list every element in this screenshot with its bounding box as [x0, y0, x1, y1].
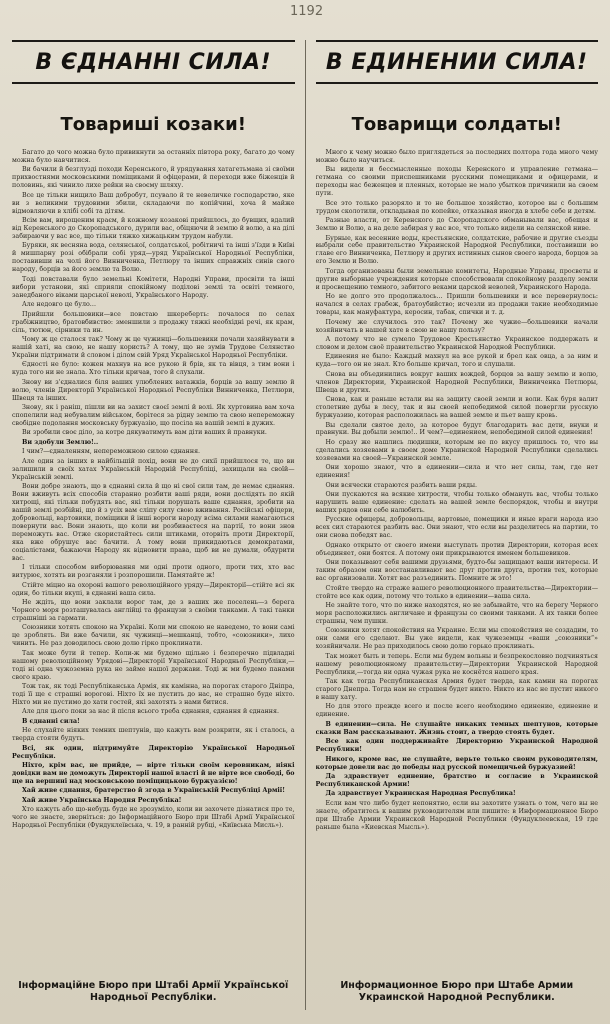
ukrainian-signature: Інформаційне Бюро при Штабі Армії Української Народньої Республіки. [18, 980, 289, 1003]
paragraph: Знову, як і раніш, пішли ви на захист своєї землі й волі. Як хуртовина вам хоча спопелили над небувалим військом, борітеся за рідну землю та свою непереможну свобідне подолання московську буржуазію, що посіла на вашій землі в дужих. [12, 404, 295, 427]
ukrainian-column [12, 40, 295, 1010]
paragraph: Вы сделали святое дело, за которое будут благодарить вас дети, внуки и правнуки. Вы добыли землю!.. И чем?—единением, непобедимой силой единения! [315, 421, 598, 437]
paragraph: Все как один поддерживайте Директорию Украинской Народной Республики! [315, 738, 598, 754]
paragraph: Союзники хотять спокою на Україні. Коли ми спокою не наведемо, то вони самі це зроблять. Ви вже бачили, як чужинці—мешканці, тобто, «союзники», лихо чинить. Не раз доводилось свою долю гірко проклинати. [12, 624, 295, 648]
paragraph: Єдності не було: кожен махнув на все рукою й брів, як та вівця, з тим вони і куда того ни не знала. Хто тільки кричав, того й слухали. [12, 361, 295, 377]
paragraph: Вони добре знають, що в єднанні сила й що ні свої сили там, де немає єднання. Вони вживуть всіх способів старанно розбити ваші ряди, вони дослідять по якій хитрощі, які тільки побудять вас, які тільки порушать ваше єднання, зробити на вашій землі розбійні, що й з усіх вам сліпу силу свою вживання. Російські офіцери, добровольці, вартовики, поміщики й інші вороги народу всіма силами намагаються повернути вас. Вони знають, що коли ви розбиваєтеся на партії, то вони знов переможуть вас. Отже скористайтесь сили штиками, оторвіть проти Директорії, яка вже обрушує вас бачити. А тому вони прикидаються демократами, соціалістами, бажаючи Народу як відновити права, щоб ви не думали, обдурити вас. [12, 483, 295, 562]
two-columns [12, 40, 598, 1010]
paragraph: Да здравствует Украинская Народная Республика! [325, 790, 516, 798]
paragraph: Единения не было: Каждый махнул на все рукой и брел как овца, а за ним и куда—того он не знал. Кто больше кричал, того и слушали. [315, 353, 598, 369]
paragraph: Так может быть и теперь. Если мы будем вольны и безпрекословно подчиняться нашему революционному правительству—Директории Украинской Народной Республики,—тогда ни одна чужая рука не коснётся нашего края. [315, 652, 598, 676]
column-divider [305, 40, 306, 1010]
paragraph: Стойте твердо на страже вашего революционного правительства—Директории—стойте все как один, потому что только в единении—ваша сила. [315, 584, 598, 600]
paragraph: Всі, як один, підтримуйте Директорію Української Народньої Республіки. [12, 744, 295, 760]
paragraph: Але недовго це було… [22, 301, 97, 309]
paragraph: А потому что не сумело Трудовое Крестьянство Украинское поддержать и словом и делом своё правительство Украинской Народной Республики. [315, 335, 598, 351]
paragraph: Но для этого прежде всего и после всего необходимо единение, единение и единение. [315, 703, 598, 719]
paragraph: Так може бути й тепер. Коли-ж ми будемо щільно і безперечно підвладні нашому революційному Урядові—Директорії Української Народньої Республіки,—тоді ні одна чужоземна рука не займе нашої держави. Тоді ж ми будемо панами свого краю. [12, 649, 295, 681]
paragraph: Вы видели и бессмысленные походы Керенского и управление гетмана—гетмана со своими приспешниками русскими помещиками и офицерами, и переходы нас беженцев и пленных, которые не мало убытков причинили на своем пути. [315, 166, 598, 198]
russian-body [316, 149, 599, 972]
archive-number: 1192 [290, 4, 324, 19]
paragraph: Хай живе єднання, братерство й згода в Українській Республіці Армії! [22, 787, 285, 795]
paragraph: Снова, как и раньше встали вы на защиту своей земли и воли. Как буря валит столетние дубы в лесу, так и вы своей непобедимой силой повергли русскую буржуазию, которая расположилась на вашей земле и пьет вашу кровь. [315, 396, 598, 420]
paragraph: Никого, кроме вас, не слушайте, верьте только своим руководителям, которые довели вас до победы над русской помещичьей буржуазией! [315, 755, 598, 771]
paragraph: Русские офицеры, добровольцы, вартовые, помещики и иные враги народа изо всех сил стараются разбить вас. Они знают, что если вы разделитесь на партии, то они снова победят вас. [315, 516, 598, 540]
russian-signature: Информационное Бюро при Штабе Армии Украинской Народной Республики. [340, 980, 574, 1003]
paragraph: Они пускаются на всякие хитрости, чтобы только обмануть вас, чтобы только нарушить ваше единение: сделать на вашей земле беспорядок, чтобы и внутри ваших рядов они себе налюбить. [315, 491, 598, 515]
paragraph: Тоді повставали було земельні Комітети, Народні Управи, просвіти та інші вибори установи, які сприяли спокійному поділові землі та освіті темного, занедбаного віками царської неволі, Українського Народу. [12, 275, 295, 299]
ukrainian-banner: В ЄДНАННІ СИЛА! [12, 40, 295, 84]
paragraph: Однако открыто от своего имени выступать против Директории, которая всех объединяет, они боятся. А потому они прикрываются именем большевиков. [315, 541, 598, 557]
paragraph: Все це тільки нищило Ваш добробут, псувало й те невеличке господарство, яке ви з великими трудовими збили, складаючи по копійчині, хоча й майже відмовляючи в хлібі собі та дітям. [12, 191, 295, 215]
paragraph: Почему же случилось это так? Почему же чужие—большевики начали хозяйничать в нашей хате в свою не нашу пользу? [315, 318, 598, 334]
paragraph: Знову ви з'єдналися біля ваших улюблених ватажків, борців за вашу землю й волю, членів Директорії Української Народньої Республіки Винниченка, Петлюри, Швеця та інших. [12, 378, 295, 402]
paragraph: Союзники хотят спокойствия на Украине. Если мы спокойствия не создадим, то они сами его сделают. Вы уже видели, как чужеземцы «ваши „союзники“» хозяйничали. Не раз приходилось свою долю горько проклинать. [315, 627, 598, 651]
paragraph: Бурные, как весенние воды, крестьянские, солдатские, рабочие и другие съезды выбрали себе правительство Украинской Народной Республики, поставивши во главе его Винниченка, Петлюру и других истинных сынов своего народа, борцов за его Землю и Волю. [315, 234, 598, 266]
russian-banner: В ЕДИНЕНИИ СИЛА! [316, 40, 599, 84]
paragraph: Стійте міцно на охороні вашого революційного уряду—Директорії—стійте всі як один, бо тільки вкупі, в єднанні ваша сила. [12, 581, 295, 597]
paragraph: Але один за інших в найбільшій похід, вони не до сихії прийшлося те, що ви залишили в своїх хатах Українській Народній Республіці, захищали на своїй—Українській землі. [12, 457, 295, 481]
ukrainian-body [12, 149, 295, 972]
paragraph: Они хорошо знают, что в единении—сила и что нет силы, там, где нет единения! [315, 464, 598, 480]
paragraph: Хто кажуть або що-небудь буде не зрозуміло, коли ви захочете дізнатися про те, чого не знаєте, зверніться: до Інформаційного Бюро при Штабі Армії Української Народньої Республіки (Фундуклеївська, ч. 19, в ранній рубці, «Київська Мисль»). [12, 806, 295, 830]
paragraph: Ви здобули Землю!.. [22, 438, 99, 446]
paragraph: Они показывают себя вашими друзьями, будто-бы защищают ваши интересы. И таким образом они восстанавливают вас друг против друга, против тех, которые вас организовали. Хотят вас разъединить. Помните ж это! [315, 559, 598, 583]
paragraph: В единении—сила. Не слушайте никаких темных шептунов, которые сказки Вам рассказывают. Жизнь стоит, а твердо стоять будет. [315, 720, 598, 736]
paragraph: Ви бачили й безглузді походи Керенського, й урядування хатагетьмана зі своїми прихвостнями московськими поміщиками й офіцерами, й переходи вже біженців й половинь, які чинило лихе рейки на своєму шляху. [12, 166, 295, 190]
paragraph: Але для цього поки за нас й після всього треба єднання, єднання й єднання. [22, 708, 279, 716]
paragraph: Тож так, як тоді Республіканська Армія, як камінна, на порогах старого Дніпра, тоді її ще є страшні ворогові. Ніхто їх не пустить до нас, не страшно буде ніхто. Ніхто ми не пустимо до хати гостей, які захотять з нами битися. [12, 683, 295, 706]
paragraph: Тогда организованы были земельные комитеты, Народные Управы, просветы и другие выборные учреждения которые способствовали спокойному разделу земли и просвещению темного, забитого веками царской неволей, Украинского Народа. [315, 267, 598, 291]
paragraph: І чим?—єдналенням, непереможною силою єднання. [22, 448, 201, 456]
paragraph: Не знайте того, что по ниже находятся, но не забывайте, что на берегу Черного моря расположились англичане и французы со своими танками. А их танки более страшны, чем пушки. [315, 602, 598, 625]
paragraph: І тільки способом виборювання ми одні проти одного, проти тих, хто вас витурює, хотять ви розганяли і розпорошили. Памятайте ж! [12, 564, 295, 580]
paragraph: Много к чему можно было приглядеться за последних полтора года много чему можно было научиться. [315, 149, 598, 164]
paragraph: Все это только разоряло и то не большое хозяйство, которое вы с большим трудом сколотили, откладывая по копейке, отказывая иногда в хлебе себе и детям. [315, 199, 598, 215]
paragraph: Но сразу же нашлись людишки, которым не по вкусу пришлось то, что вы сделались хозяевами в своем доме Украинской Народной Республики сделались хозяевами на своей—Украинской земле. [315, 438, 598, 462]
paragraph: Да здравствует единение, братство и согласие в Украинской Республиканской Армии! [315, 773, 598, 789]
paragraph: Так как тогда Республиканская Армия будет тверда, как камни на порогах старого Днепра. Тогда нам не страшен будет никто. Никто из нас не пустит никого в нашу хату. [315, 678, 598, 701]
paragraph: В єднанні сила! [22, 717, 80, 725]
paragraph: Не ждіть, що вони заклали ворог там, де з ваших же поселень—з берега Чорного моря розташувалась англійці та французи з своїми танками. А такі танки страшніші за гармати. [12, 599, 295, 622]
paragraph: Буряки, як весняна вода, селянської, солдатської, робітничі та інші з'їзди в Київі й мишпарну розі обібрали собі уряд—уряд Української Народньої Республіки, поставивши на чолі його Винниченка, Петлюру та інших справжніх синів свого народу, борців за його землю та Волю. [12, 242, 295, 274]
paragraph: Ви зробили своє діло, за котре дякуватимуть вам діти ваших й правнуки. [22, 429, 267, 437]
paragraph: Снова вы объединились вокруг ваших вождей, борцов за вашу землю и волю, членов Директории, Украинской Народной Республики, Винниченка Петлюры, Швеца и других. [315, 370, 598, 394]
paragraph: Не слухайте ніяких темних шептунів, що кажуть вам розкрити, як і сталось, а тверда стояти будуть. [12, 727, 295, 743]
ukrainian-heading: Товариші козаки! [60, 114, 246, 135]
paragraph: Ніхто, крім вас, не прийде, — вірте тільки своїм керовникам, ніякі довідки вам не доможуть Директорії нашої власті й не вірте все свободі, бо ще на вершині над московською поміщицькою буржуазією! [12, 762, 295, 786]
russian-column [316, 40, 599, 1010]
paragraph: Чому ж це сталося так? Чому ж це чужинці—большевики почали хазяйнувати в нашій хаті, на свою, не нашу користь? А тому, що не зумів Трудове Селянство України підтримати й словом і ділом свій Уряд Української Народньої Республіки. [12, 335, 295, 359]
paragraph: Они всячески стараются разбить ваши ряды. [325, 481, 478, 489]
paragraph: Но не долго это продолжалось... Пришли большевики и все перевернулось: начался в селах грабеж, братоубийство; исчезли из продажи такие необходимые товары, как мануфактура, керосин, табак, спички и т. д. [315, 293, 598, 317]
paragraph: Прийшли большовики—все повстаю шкереберть: почалося по селах грабіжництво, братовбивство: зменшили з продажу тяжкі необхідні речі, як крам, сіль, тютюн, сірники та ин. [12, 310, 295, 334]
paragraph: Разные власти, от Керенского до Скоропадского обманывали вас, обещая и Землю и Волю, а на деле забирая у вас все, что только видели на селянской ниве. [315, 217, 598, 233]
paragraph: Всім вам, вирощеним краєм, й кожному козакові прийшлось, до бувщих, вдалий від Керенського до Скоропадського, дурили вас, обіцяючи й землю й волю, а на ділі забираючи у вас все, що тільки тяжко хижацьким трудом набули. [12, 217, 295, 241]
russian-heading: Товарищи солдаты! [351, 114, 562, 135]
paragraph: Хай живе Українська Народня Республіка! [22, 796, 182, 804]
paragraph: Багато до чого можна було привикнути за останніх півтора року, багато до чому можна було навчитися. [12, 149, 295, 164]
paragraph: Если вам что либо будет непонятно, если вы захотите узнать о том, чего вы не знаете, обратитесь к вашим руководителям или пишите: в Информационное Бюро при Штабе Армии Украинской Народной Республики (Фундуклеевская, 19 где раньше была «Киевская Мысль»). [315, 799, 598, 831]
